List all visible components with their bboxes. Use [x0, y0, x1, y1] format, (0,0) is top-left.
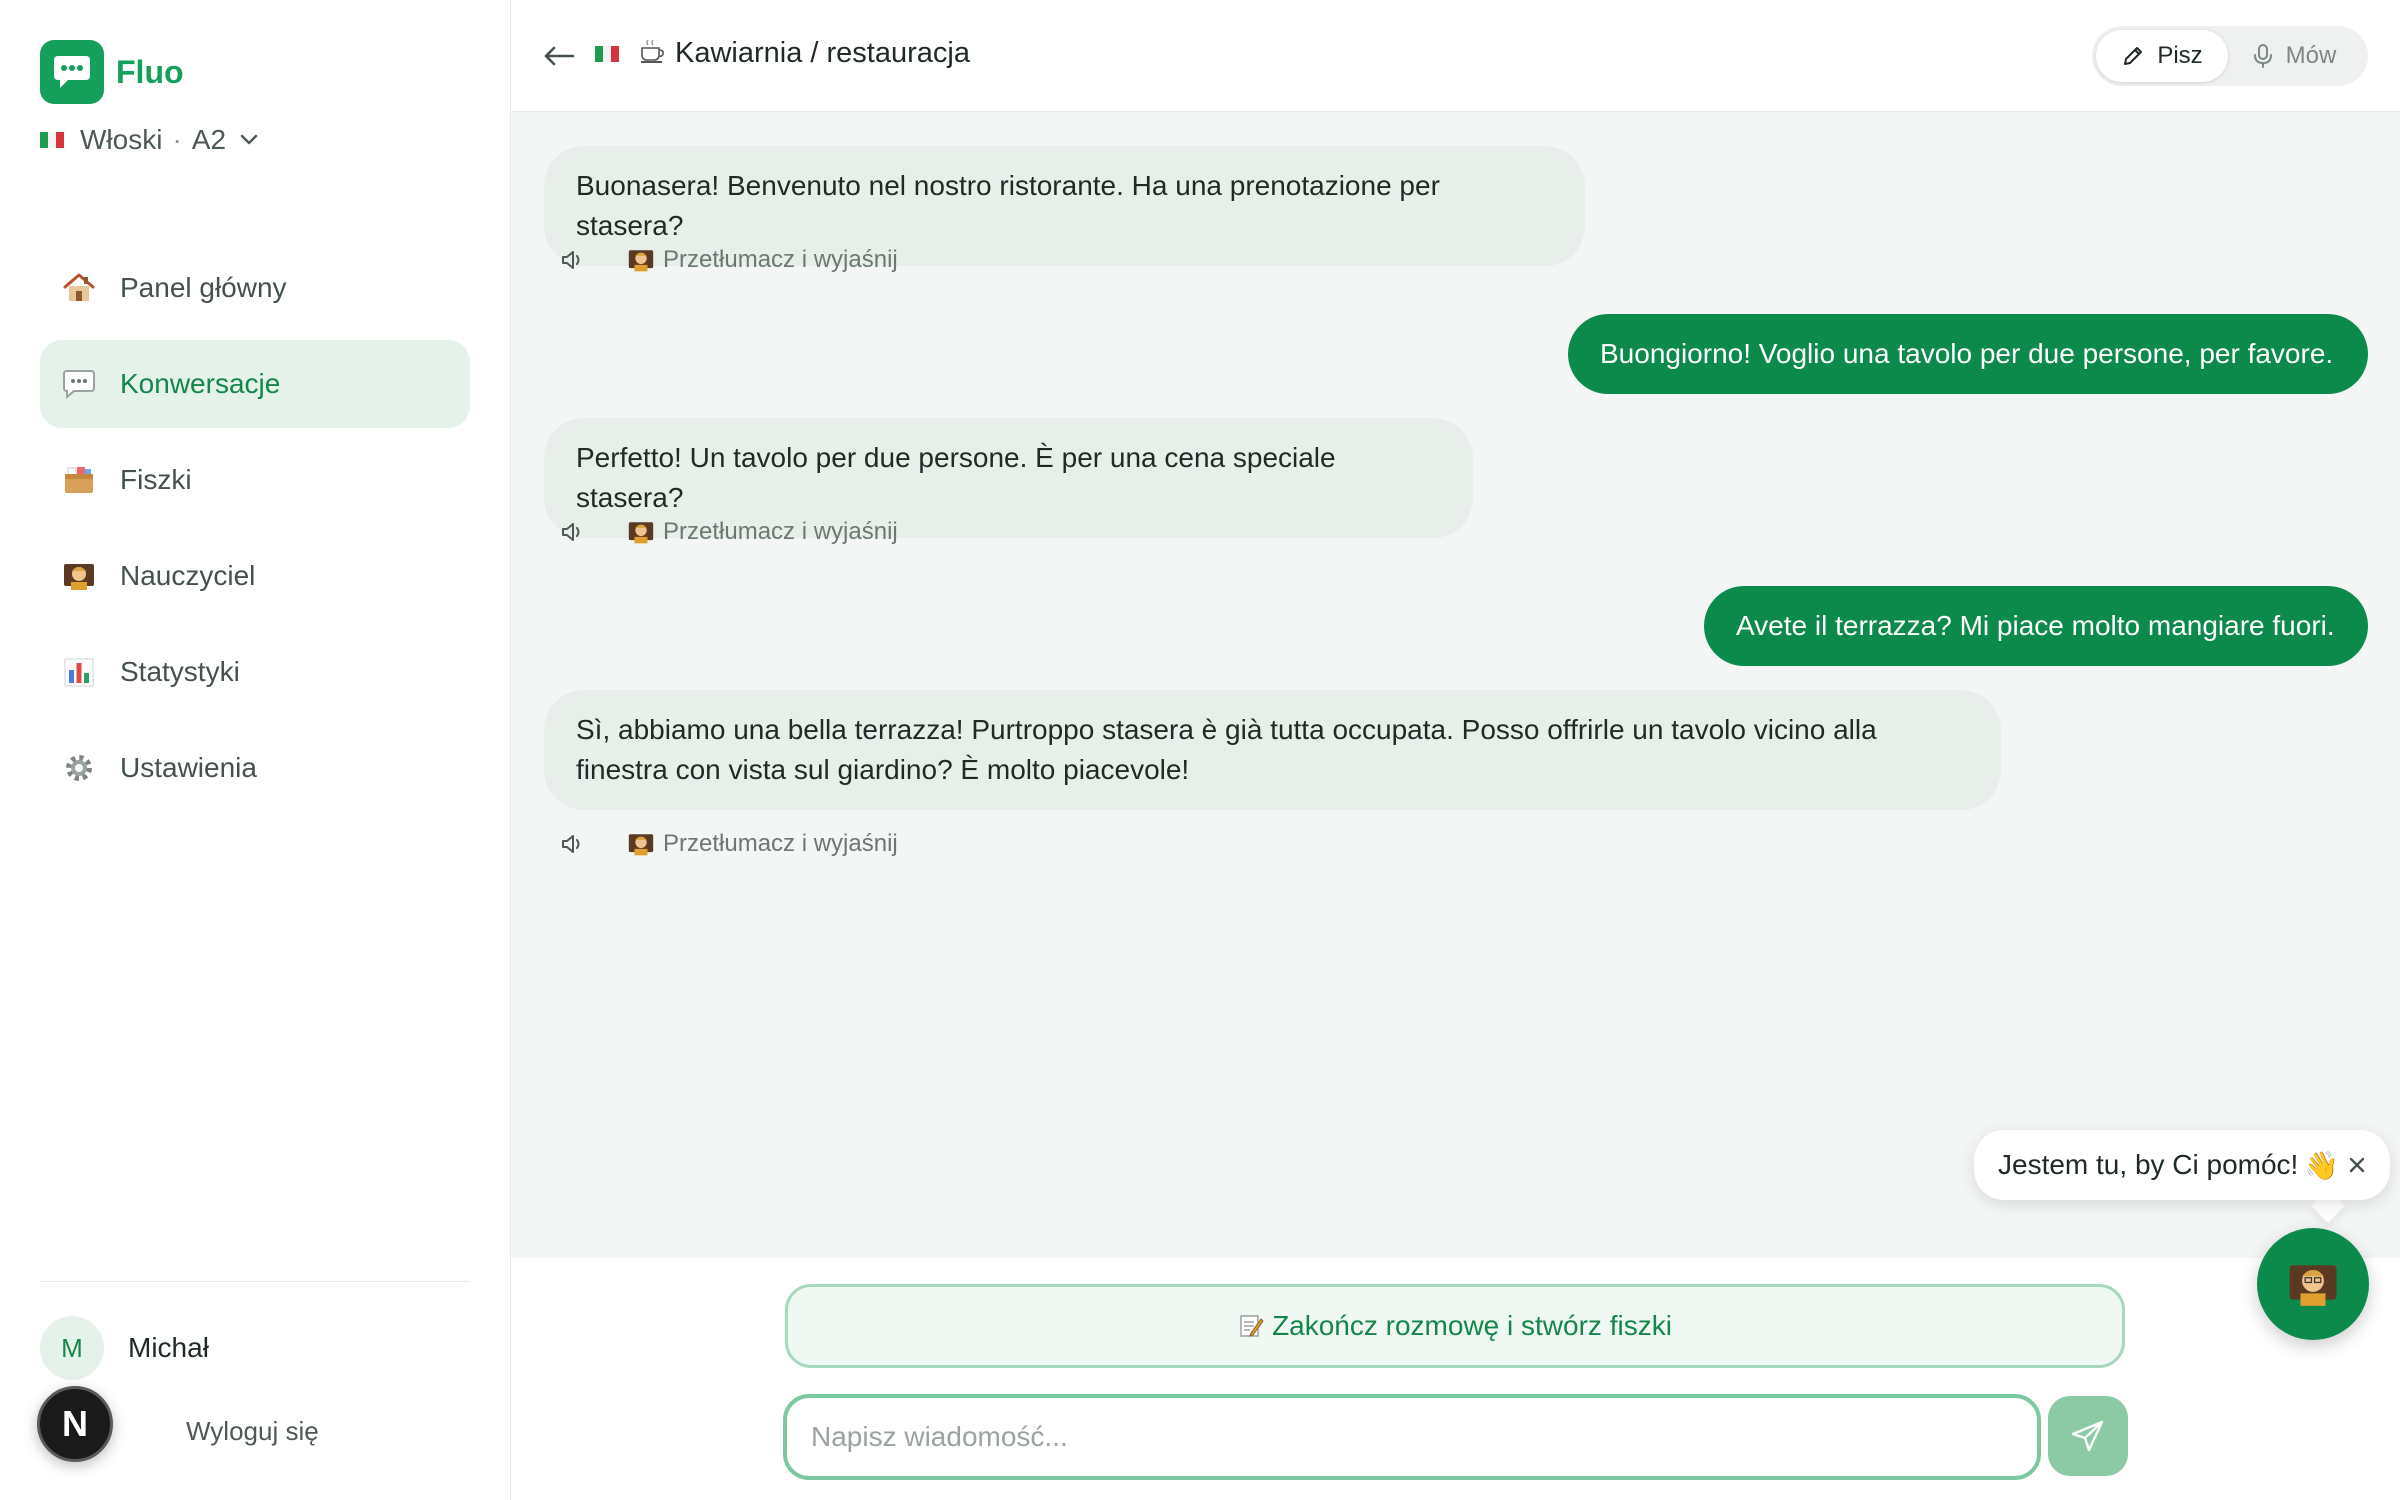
memo-icon	[1238, 1313, 1264, 1339]
microphone-icon	[2252, 43, 2274, 69]
language-separator: ·	[172, 124, 182, 155]
dev-tools-badge[interactable]: N	[37, 1386, 113, 1462]
scenario-title: Kawiarnia / restauracja	[675, 37, 970, 69]
end-conversation-label: Zakończ rozmowę i stwórz fiszki	[1272, 1310, 1672, 1341]
translate-label: Przetłumacz i wyjaśnij	[663, 518, 898, 545]
user-message: Buongiorno! Voglio una tavolo per due persone, per favore.	[1568, 314, 2368, 394]
teacher-icon	[60, 557, 98, 595]
speaker-icon[interactable]	[559, 518, 587, 546]
coffee-cup-icon	[639, 38, 665, 64]
helper-text: Jestem tu, by Ci pomóc!	[1998, 1149, 2299, 1180]
logout-button[interactable]: Wyloguj się	[186, 1416, 319, 1446]
assistant-message: Perfetto! Un tavolo per due persone. È per una cena speciale stasera?	[544, 418, 1473, 538]
nav-item-label: Ustawienia	[120, 752, 257, 783]
nav-item-label: Fiszki	[120, 464, 192, 495]
teacher-icon	[627, 519, 655, 545]
nav-item-label: Statystyki	[120, 656, 240, 687]
mode-speak-button[interactable]	[2228, 30, 2360, 82]
bar-chart-icon	[60, 653, 98, 691]
conversation-header	[511, 0, 2400, 112]
gear-icon	[60, 749, 98, 787]
message-actions	[559, 830, 898, 858]
nav-item-statistics[interactable]	[40, 628, 470, 716]
message-actions	[559, 518, 898, 546]
teacher-assistant-button[interactable]	[2257, 1228, 2369, 1340]
paper-plane-icon	[2070, 1418, 2106, 1454]
chat-thread	[511, 112, 2400, 1258]
speaker-icon[interactable]	[559, 830, 587, 858]
language-name: Włoski	[80, 124, 163, 155]
input-mode-toggle	[2092, 26, 2368, 86]
speech-bubble-icon	[60, 365, 98, 403]
mode-speak-label: Mów	[2285, 42, 2337, 69]
nav-item-label: Nauczyciel	[120, 560, 256, 591]
nav-item-flashcards[interactable]	[40, 436, 470, 524]
translate-label: Przetłumacz i wyjaśnij	[663, 246, 898, 273]
language-level: A2	[191, 124, 227, 155]
sidebar	[0, 0, 511, 1500]
translate-label: Przetłumacz i wyjaśnij	[663, 830, 898, 857]
teacher-icon	[2286, 1259, 2340, 1309]
nav-item-settings[interactable]	[40, 724, 470, 812]
italy-flag-icon	[595, 46, 619, 62]
teacher-icon	[627, 247, 655, 273]
chat-bubble-icon	[40, 40, 104, 104]
user-name: Michał	[128, 1332, 209, 1363]
nav-item-conversations[interactable]	[40, 340, 470, 428]
house-icon	[60, 269, 98, 307]
language-selector[interactable]	[40, 124, 258, 156]
assistant-message: Buonasera! Benvenuto nel nostro ristorante. Ha una prenotazione per stasera?	[544, 146, 1585, 266]
nav-item-label: Panel główny	[120, 272, 287, 303]
translate-explain-button[interactable]	[627, 830, 898, 858]
send-button[interactable]	[2048, 1396, 2128, 1476]
mode-write-button[interactable]	[2096, 30, 2228, 82]
teacher-icon	[627, 831, 655, 857]
card-box-icon	[60, 461, 98, 499]
assistant-message: Sì, abbiamo una bella terrazza! Purtroppo stasera è già tutta occupata. Posso offrirle un tavolo vicino alla finestra con vista sul giardino? È molto piacevole!	[544, 690, 2001, 810]
italy-flag-icon	[40, 132, 64, 148]
user-message: Avete il terrazza? Mi piace molto mangiare fuori.	[1704, 586, 2368, 666]
brand-name: Fluo	[116, 53, 184, 90]
translate-explain-button[interactable]	[627, 246, 898, 274]
message-actions	[559, 246, 898, 274]
brand[interactable]	[40, 40, 184, 104]
pen-icon	[2121, 44, 2145, 68]
helper-tooltip	[1974, 1130, 2390, 1200]
avatar: M	[40, 1316, 104, 1380]
message-input[interactable]	[783, 1394, 2041, 1480]
nav-item-teacher[interactable]	[40, 532, 470, 620]
nav-item-dashboard[interactable]	[40, 244, 470, 332]
user-profile[interactable]	[40, 1316, 209, 1380]
back-arrow-icon	[541, 32, 577, 76]
nav-item-label: Konwersacje	[120, 368, 281, 399]
speaker-icon[interactable]	[559, 246, 587, 274]
composer	[511, 1258, 2400, 1500]
back-button[interactable]	[541, 32, 581, 76]
waving-hand-icon: 👋	[2304, 1149, 2340, 1181]
sidebar-divider	[40, 1281, 470, 1282]
translate-explain-button[interactable]	[627, 518, 898, 546]
mode-write-label: Pisz	[2157, 42, 2203, 69]
chevron-down-icon	[240, 134, 258, 146]
close-icon[interactable]	[2342, 1150, 2372, 1180]
main-navigation	[40, 244, 470, 820]
end-conversation-button[interactable]	[785, 1284, 2125, 1368]
